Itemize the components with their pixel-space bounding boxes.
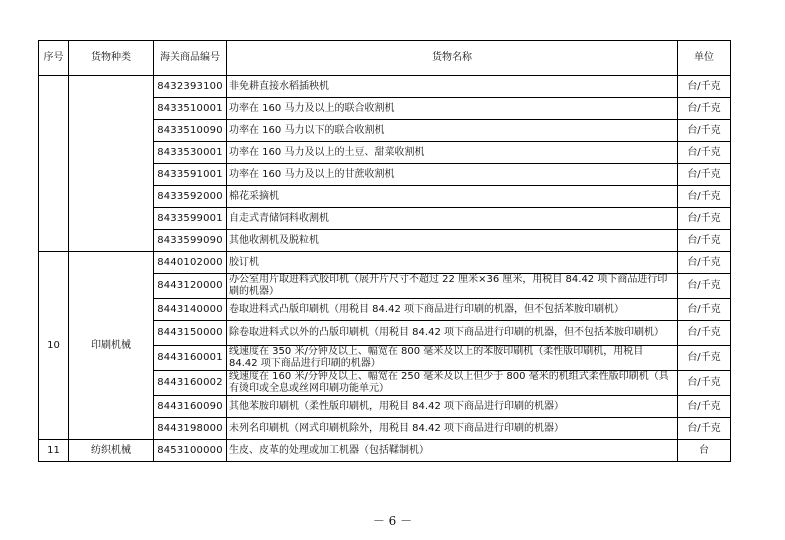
- goods-code: 8433599090: [154, 230, 227, 252]
- group-seq: 10: [39, 252, 69, 440]
- goods-code: 8443160002: [154, 371, 227, 396]
- goods-name: 除卷取进料式以外的凸版印刷机（用税目 84.42 项下商品进行印刷的机器，但不包括苯胺印刷机）: [227, 321, 678, 346]
- group-seq: 11: [39, 440, 69, 462]
- goods-name: 胶订机: [227, 252, 678, 274]
- goods-name: 功率在 160 马力及以上的联合收割机: [227, 98, 678, 120]
- goods-name: 棉花采摘机: [227, 186, 678, 208]
- goods-unit: 台/千克: [678, 299, 731, 321]
- goods-name: 非免耕直接水稻插秧机: [227, 76, 678, 98]
- goods-unit: 台/千克: [678, 142, 731, 164]
- goods-code: 8433592000: [154, 186, 227, 208]
- goods-code: 8443140000: [154, 299, 227, 321]
- goods-unit: 台/千克: [678, 186, 731, 208]
- goods-name: 未列名印刷机（网式印刷机除外，用税目 84.42 项下商品进行印刷的机器）: [227, 418, 678, 440]
- table-row: [39, 440, 731, 462]
- goods-name: 线速度在 350 米/分钟及以上、幅宽在 800 毫米及以上的苯胺印刷机（柔性版印刷机，用税目 84.42 项下商品进行印刷的机器）: [227, 346, 678, 371]
- goods-unit: 台/千克: [678, 252, 731, 274]
- header-code: 海关商品编号: [154, 41, 227, 76]
- goods-code: 8453100000: [154, 440, 227, 462]
- goods-code: 8433510001: [154, 98, 227, 120]
- goods-unit: 台/千克: [678, 76, 731, 98]
- goods-name: 自走式青储饲料收割机: [227, 208, 678, 230]
- goods-unit: 台/千克: [678, 321, 731, 346]
- goods-code: 8443120000: [154, 274, 227, 299]
- goods-code: 8443160090: [154, 396, 227, 418]
- goods-code: 8440102000: [154, 252, 227, 274]
- goods-code: 8443150000: [154, 321, 227, 346]
- header-name: 货物名称: [227, 41, 678, 76]
- goods-code: 8433510090: [154, 120, 227, 142]
- goods-table: [38, 40, 731, 462]
- goods-name: 线速度在 160 米/分钟及以上、幅宽在 250 毫米及以上但少于 800 毫米的机组式柔性版印刷机（具有烫印或全息或丝网印刷功能单元）: [227, 371, 678, 396]
- goods-name: 功率在 160 马力及以上的土豆、甜菜收割机: [227, 142, 678, 164]
- goods-unit: 台/千克: [678, 418, 731, 440]
- goods-code: 8432393100: [154, 76, 227, 98]
- goods-code: 8433591001: [154, 164, 227, 186]
- group-category: 纺织机械: [69, 440, 154, 462]
- goods-unit: 台/千克: [678, 230, 731, 252]
- goods-name: 办公室用片取进料式胶印机（展开片尺寸不超过 22 厘米×36 厘米，用税目 84.42 项下商品进行印刷的机器）: [227, 274, 678, 299]
- goods-code: 8433530001: [154, 142, 227, 164]
- table-row: [39, 76, 731, 98]
- group-category: [69, 76, 154, 252]
- goods-unit: 台/千克: [678, 346, 731, 371]
- goods-code: 8443160001: [154, 346, 227, 371]
- page-number: － 6 －: [372, 514, 413, 528]
- table-row: [39, 252, 731, 274]
- table-body: [39, 76, 731, 462]
- goods-unit: 台/千克: [678, 371, 731, 396]
- goods-unit: 台/千克: [678, 274, 731, 299]
- goods-code: 8433599001: [154, 208, 227, 230]
- header-category: 货物种类: [69, 41, 154, 76]
- table-header-row: [39, 41, 731, 76]
- group-category: 印刷机械: [69, 252, 154, 440]
- group-seq: [39, 76, 69, 252]
- goods-unit: 台/千克: [678, 164, 731, 186]
- goods-unit: 台/千克: [678, 98, 731, 120]
- header-seq: 序号: [39, 41, 69, 76]
- goods-unit: 台/千克: [678, 208, 731, 230]
- goods-name: 其他苯胺印刷机（柔性版印刷机，用税目 84.42 项下商品进行印刷的机器）: [227, 396, 678, 418]
- goods-unit: 台/千克: [678, 120, 731, 142]
- goods-name: 生皮、皮革的处理或加工机器（包括鞣制机）: [227, 440, 678, 462]
- goods-unit: 台/千克: [678, 396, 731, 418]
- goods-name: 其他收割机及脱粒机: [227, 230, 678, 252]
- goods-name: 功率在 160 马力及以上的甘蔗收割机: [227, 164, 678, 186]
- goods-unit: 台: [678, 440, 731, 462]
- header-unit: 单位: [678, 41, 731, 76]
- goods-name: 功率在 160 马力以下的联合收割机: [227, 120, 678, 142]
- goods-name: 卷取进料式凸版印刷机（用税目 84.42 项下商品进行印刷的机器，但不包括苯胺印刷机）: [227, 299, 678, 321]
- goods-code: 8443198000: [154, 418, 227, 440]
